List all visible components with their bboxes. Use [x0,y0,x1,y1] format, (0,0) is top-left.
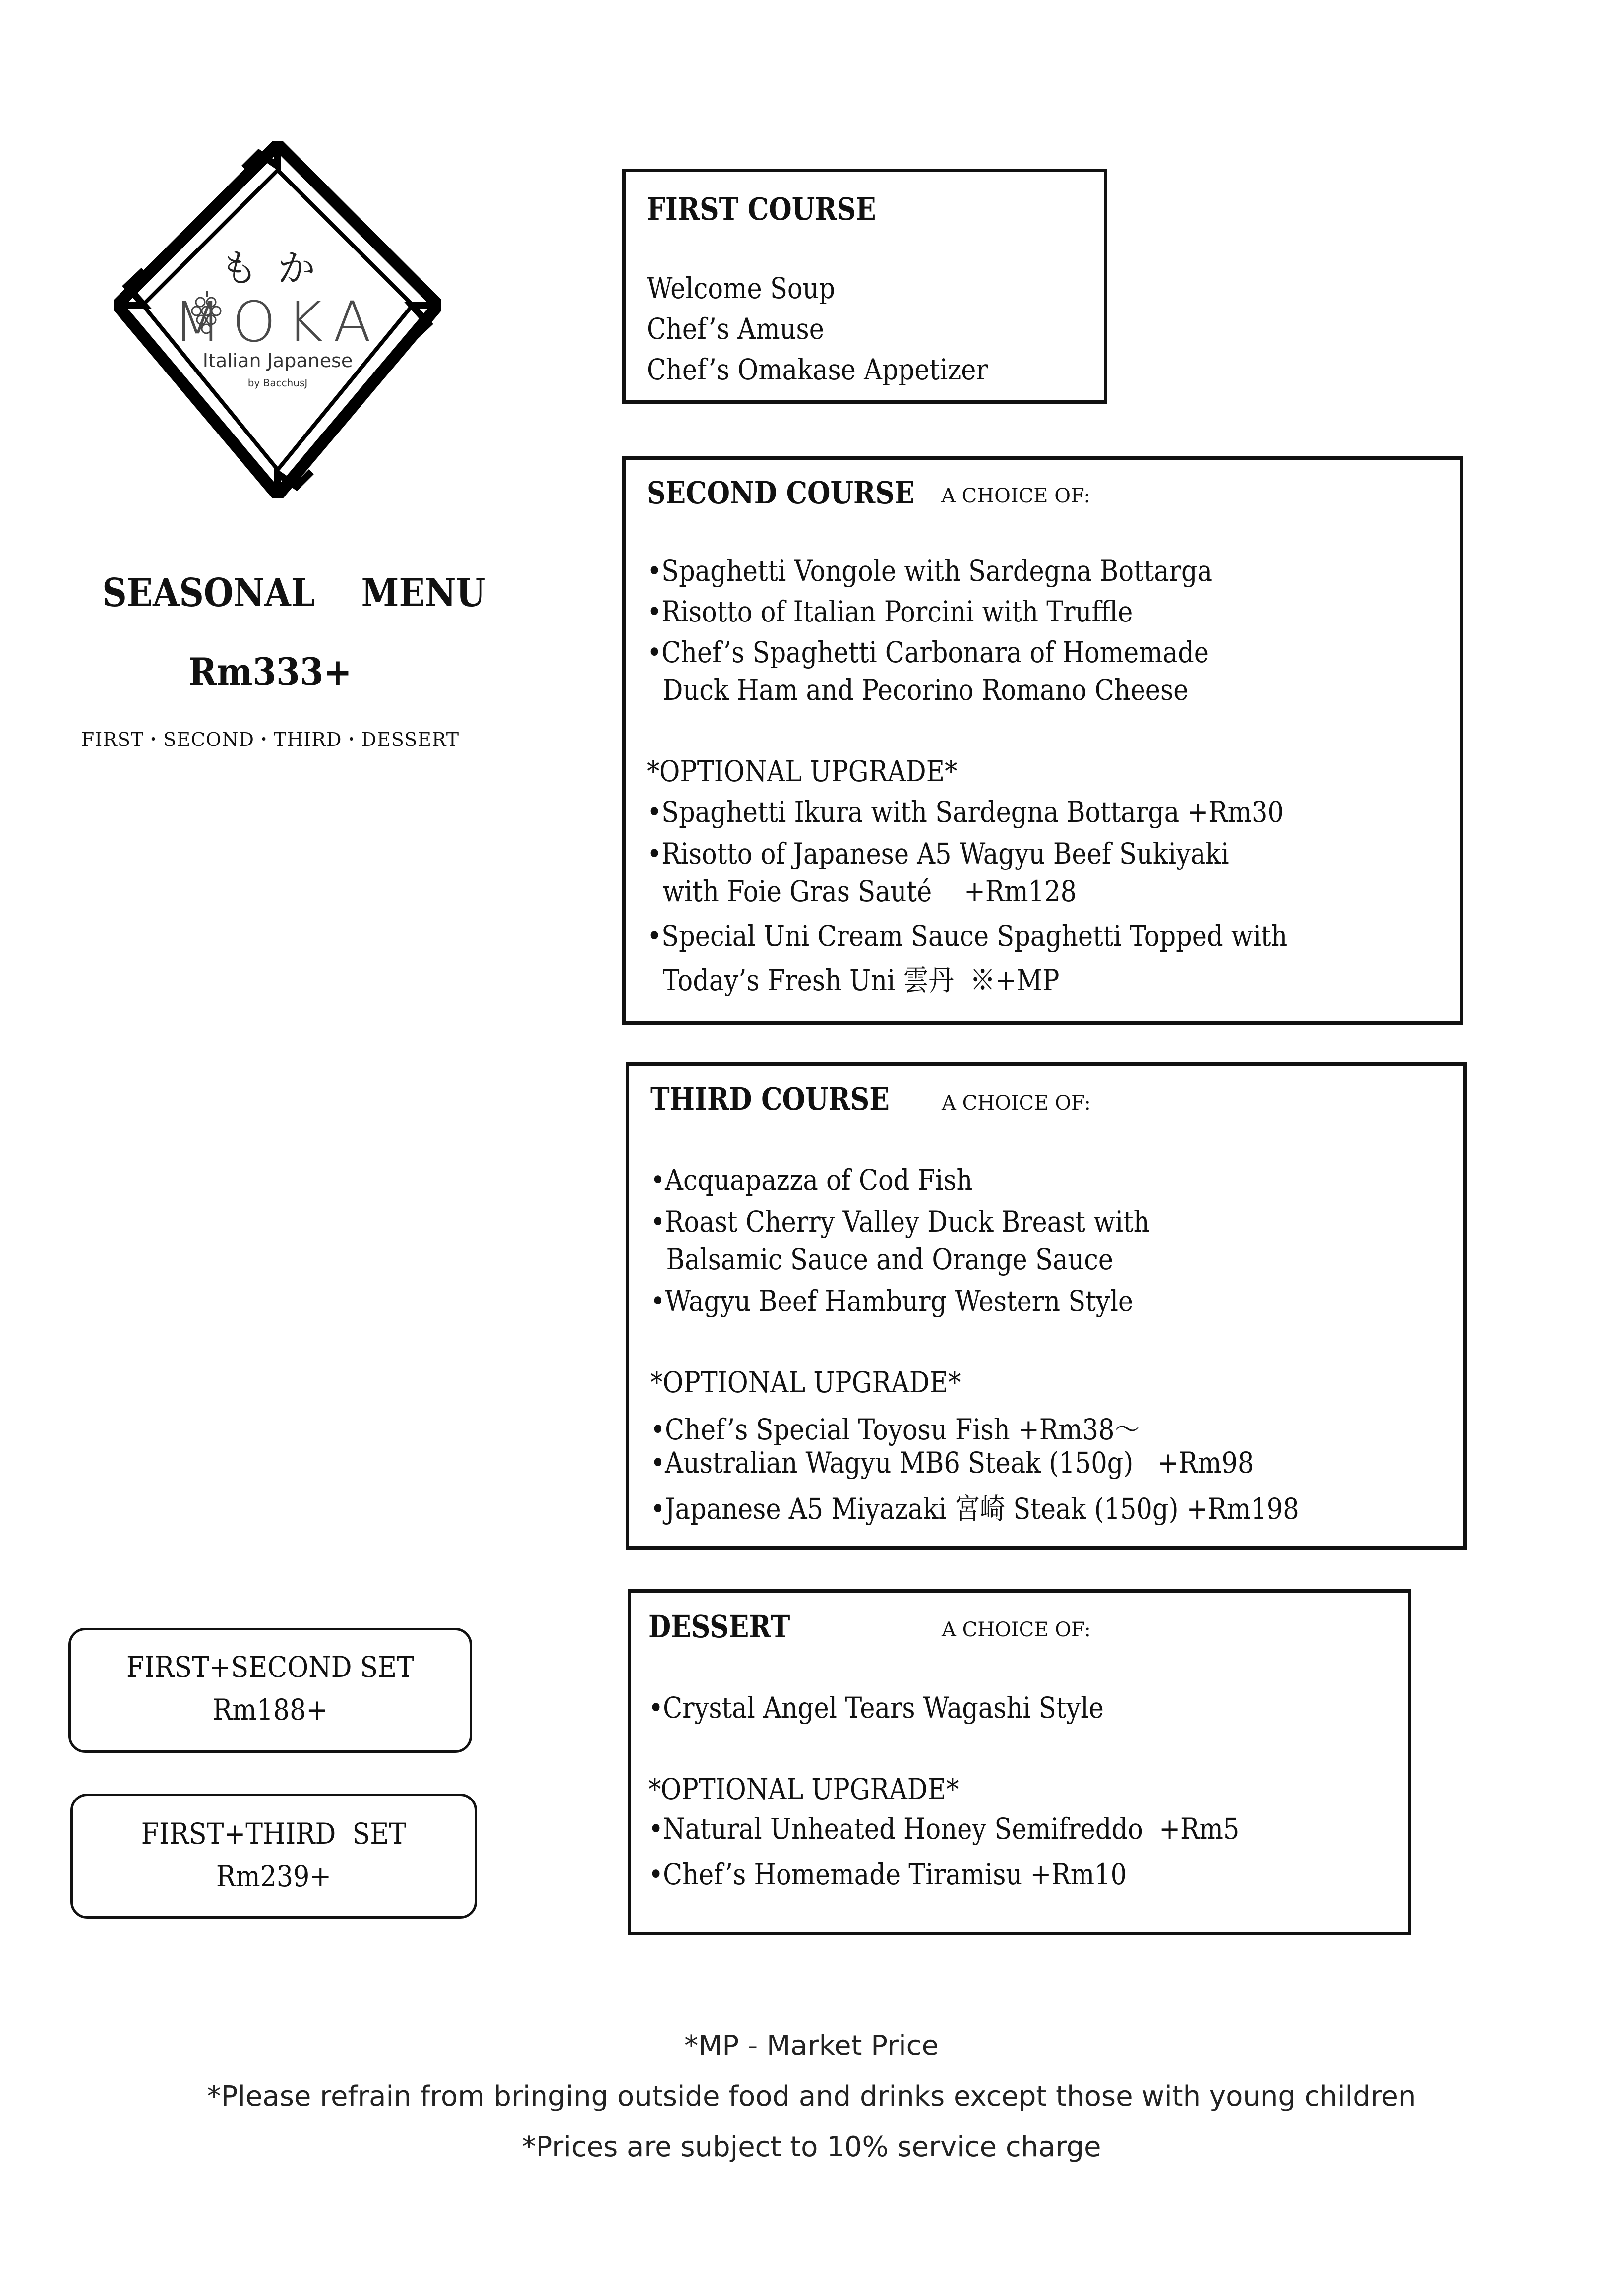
third-course-choice-label: A CHOICE OF: [942,1092,1091,1115]
third-course-item: •Acquapazza of Cod Fish [650,1163,973,1197]
set-first-second [68,1628,472,1753]
set-price: Rm188+ [212,1693,328,1727]
menu-price: Rm333+ [188,650,352,694]
logo-byline: by BacchusJ [247,377,308,389]
third-course-heading: THIRD COURSE [650,1081,890,1117]
dessert-choice-label: A CHOICE OF: [942,1618,1091,1641]
third-course-item: •Roast Cherry Valley Duck Breast with [650,1205,1150,1239]
set-first-third [70,1794,477,1919]
third-course-upgrade-label: *OPTIONAL UPGRADE* [650,1365,961,1399]
logo-wordmark: MOKA [173,290,382,355]
second-course-item: •Spaghetti Vongole with Sardegna Bottarga [647,554,1213,588]
dessert-upgrade: •Natural Unheated Honey Semifreddo +Rm5 [648,1812,1240,1846]
dessert-upgrade: •Chef’s Homemade Tiramisu +Rm10 [648,1858,1127,1891]
second-course-item: Duck Ham and Pecorino Romano Cheese [647,673,1189,707]
second-course-upgrade: Today’s Fresh Uni 雲丹 ※+MP [647,963,1060,997]
dessert-heading: DESSERT [648,1609,790,1645]
second-course-box [622,456,1463,1025]
second-course-item: •Chef’s Spaghetti Carbonara of Homemade [647,635,1209,669]
second-course-upgrade: •Spaghetti Ikura with Sardegna Bottarga +Rm30 [647,795,1284,829]
menu-title: SEASONAL MENU [102,570,486,616]
menu-sequence: FIRST・SECOND・THIRD・DESSERT [81,729,460,750]
second-course-upgrade: with Foie Gras Sauté +Rm128 [647,874,1077,908]
footer-note-outside-food: *Please refrain from bringing outside food and drinks except those with young children [207,2080,1416,2112]
second-course-upgrade: •Risotto of Japanese A5 Wagyu Beef Sukiyaki [647,837,1229,870]
dessert-box [628,1589,1411,1935]
second-course-heading: SECOND COURSE [647,475,915,511]
second-course-upgrade-label: *OPTIONAL UPGRADE* [647,754,958,788]
first-course-box [622,169,1107,404]
third-course-item: •Wagyu Beef Hamburg Western Style [650,1284,1134,1318]
second-course-upgrade: •Special Uni Cream Sauce Spaghetti Topped with [647,919,1288,953]
first-course-item: Welcome Soup [647,271,836,305]
first-course-heading: FIRST COURSE [647,191,876,227]
set-name: FIRST+THIRD SET [141,1817,407,1851]
second-course-choice-label: A CHOICE OF: [941,485,1090,507]
third-course-upgrade: •Australian Wagyu MB6 Steak (150g) +Rm98 [650,1446,1254,1480]
third-course-item: Balsamic Sauce and Orange Sauce [650,1242,1114,1276]
first-course-item: Chef’s Omakase Appetizer [647,353,988,386]
logo-hiragana: もか [220,246,335,290]
third-course-upgrade: •Chef’s Special Toyosu Fish +Rm38～ [650,1413,1140,1446]
third-course-upgrade: •Japanese A5 Miyazaki 宮崎 Steak (150g) +Rm198 [650,1492,1299,1526]
dessert-upgrade-label: *OPTIONAL UPGRADE* [648,1772,959,1806]
logo-subtitle: Italian Japanese [202,350,353,372]
set-price: Rm239+ [216,1860,332,1893]
dessert-item: •Crystal Angel Tears Wagashi Style [648,1691,1104,1725]
footer-note-market-price: *MP - Market Price [684,2030,939,2062]
first-course-item: Chef’s Amuse [647,312,824,346]
second-course-item: •Risotto of Italian Porcini with Truffle [647,595,1133,628]
moka-logo [114,141,441,498]
footer-note-service-charge: *Prices are subject to 10% service charge [522,2131,1101,2163]
set-name: FIRST+SECOND SET [126,1650,414,1684]
third-course-box [626,1062,1467,1550]
